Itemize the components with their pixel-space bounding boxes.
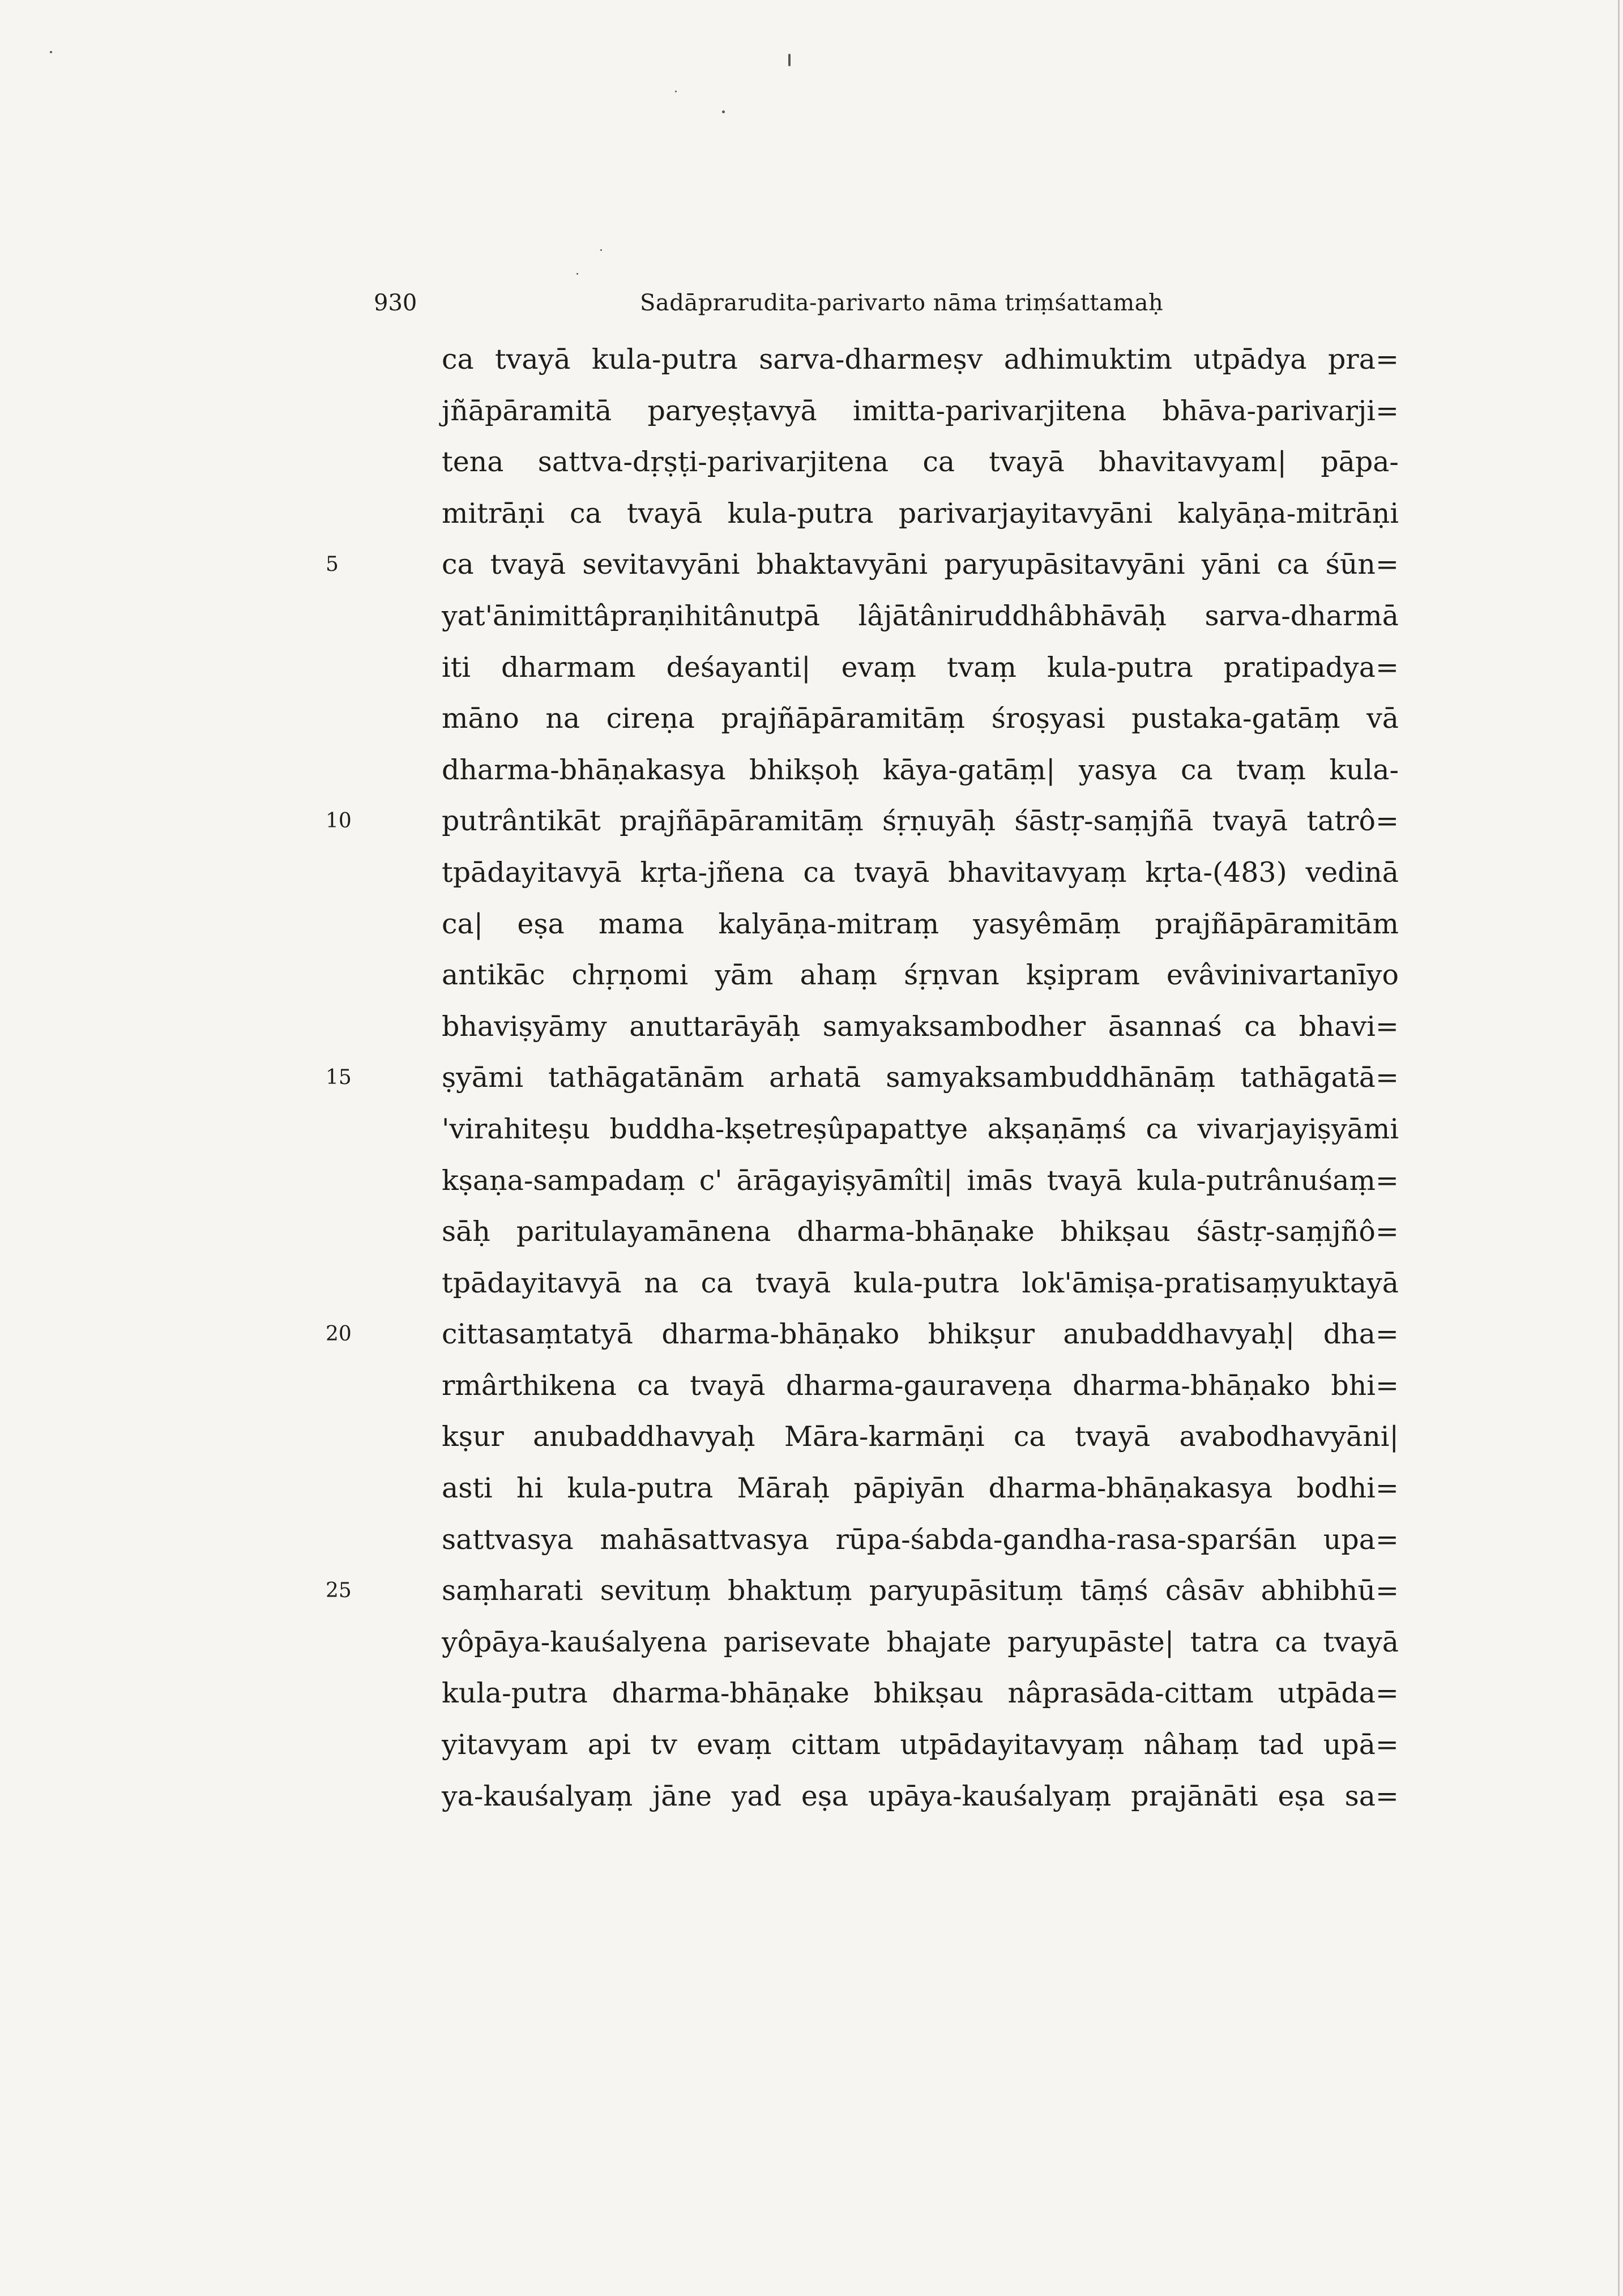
text-line: ca| eṣa mama kalyāṇa-mitraṃ yasyêmāṃ prajñāpāramitām (442, 907, 1399, 940)
text-line: tena sattva-dṛṣṭi-parivarjitena ca tvayā bhavitavyam| pāpa- (442, 446, 1399, 479)
text-line: asti hi kula-putra Māraḥ pāpiyān dharma-bhāṇakasya bodhi= (442, 1472, 1399, 1505)
line-number: 10 (326, 809, 352, 833)
line-number: 15 (326, 1066, 352, 1090)
text-line: putrântikāt prajñāpāramitāṃ śṛṇuyāḥ śāstṛ-saṃjñā tvayā tatrô= (442, 805, 1399, 838)
text-line: ca tvayā sevitavyāni bhaktavyāni paryupāsitavyāni yāni ca śūn= (442, 548, 1399, 581)
line-number: 20 (326, 1322, 352, 1346)
page-number: 930 (374, 290, 417, 316)
text-line: tpādayitavyā na ca tvayā kula-putra lok'āmiṣa-pratisaṃyuktayā (442, 1266, 1399, 1299)
text-line: rmârthikena ca tvayā dharma-gauraveṇa dharma-bhāṇako bhi= (442, 1369, 1399, 1402)
text-line: kula-putra dharma-bhāṇake bhikṣau nâprasāda-cittam utpāda= (442, 1677, 1399, 1710)
page-edge-shadow (1618, 0, 1620, 2296)
scan-speck (576, 273, 578, 275)
body-text (442, 334, 1399, 1822)
line-number: 25 (326, 1579, 352, 1603)
text-line: ṣyāmi tathāgatānām arhatā samyaksambuddhānāṃ tathāgatā= (442, 1061, 1399, 1094)
page-header (0, 283, 1623, 323)
scan-speck (722, 110, 725, 113)
running-head: Sadāprarudita-parivarto nāma triṃśattamaḥ (640, 290, 1164, 316)
scan-speck (788, 54, 791, 66)
text-line: iti dharmam deśayanti| evaṃ tvaṃ kula-putra pratipadya= (442, 651, 1399, 684)
text-line: cittasaṃtatyā dharma-bhāṇako bhikṣur anubaddhavyaḥ| dha= (442, 1318, 1399, 1351)
text-line: saṃharati sevituṃ bhaktuṃ paryupāsituṃ tāṃś câsāv abhibhū= (442, 1574, 1399, 1607)
text-line: kṣaṇa-sampadaṃ c' ārāgayiṣyāmîti| imās tvayā kula-putrânuśaṃ= (442, 1164, 1399, 1197)
text-line: yitavyam api tv evaṃ cittam utpādayitavyaṃ nâhaṃ tad upā= (442, 1729, 1399, 1761)
text-line: māno na cireṇa prajñāpāramitāṃ śroṣyasi pustaka-gatāṃ vā (442, 702, 1399, 735)
scan-speck (600, 249, 602, 251)
scan-speck (50, 51, 52, 53)
text-line: tpādayitavyā kṛta-jñena ca tvayā bhavitavyaṃ kṛta-(483) vedinā (442, 856, 1399, 889)
text-line: mitrāṇi ca tvayā kula-putra parivarjayitavyāni kalyāṇa-mitrāṇi (442, 497, 1399, 530)
text-line: sāḥ paritulayamānena dharma-bhāṇake bhikṣau śāstṛ-saṃjñô= (442, 1215, 1399, 1248)
text-line: yôpāya-kauśalyena parisevate bhajate paryupāste| tatra ca tvayā (442, 1625, 1399, 1658)
line-number: 5 (326, 553, 339, 577)
text-line: dharma-bhāṇakasya bhikṣoḥ kāya-gatāṃ| yasya ca tvaṃ kula- (442, 753, 1399, 786)
text-line: jñāpāramitā paryeṣṭavyā imitta-parivarjitena bhāva-parivarji= (442, 394, 1399, 427)
text-line: antikāc chṛṇomi yām ahaṃ śṛṇvan kṣipram evâvinivartanīyo (442, 959, 1399, 992)
text-line: yat'ānimittâpraṇihitânutpā lâjātâniruddhâbhāvāḥ sarva-dharmā (442, 599, 1399, 632)
text-line: 'virahiteṣu buddha-kṣetreṣûpapattye akṣaṇāṃś ca vivarjayiṣyāmi (442, 1112, 1399, 1145)
text-line: ya-kauśalyaṃ jāne yad eṣa upāya-kauśalyaṃ prajānāti eṣa sa= (442, 1779, 1399, 1812)
text-line: sattvasya mahāsattvasya rūpa-śabda-gandha-rasa-sparśān upa= (442, 1523, 1399, 1556)
text-line: kṣur anubaddhavyaḥ Māra-karmāṇi ca tvayā avabodhavyāni| (442, 1420, 1399, 1453)
text-line: ca tvayā kula-putra sarva-dharmeṣv adhimuktim utpādya pra= (442, 343, 1399, 375)
text-line: bhaviṣyāmy anuttarāyāḥ samyaksambodher āsannaś ca bhavi= (442, 1010, 1399, 1043)
scan-speck (675, 91, 677, 92)
